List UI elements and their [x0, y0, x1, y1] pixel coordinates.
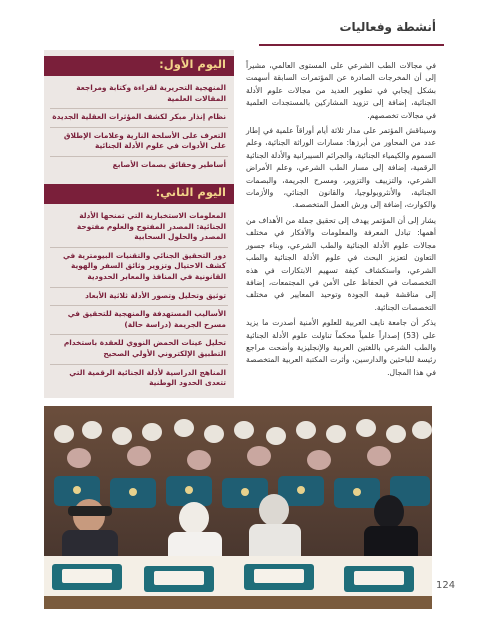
day2-title: اليوم الثاني:: [155, 185, 226, 199]
body-paragraph: في مجالات الطب الشرعي على المستوى العالمي، مشيراً إلى أن المخرجات الصادرة عن المؤتمرات السابقة أسهمت بشكل إيجابي في تطوير العديد من مجالات علوم الأدلة الجنائية، إضافة إلى تزويد المشاركين بالمستجدات العلمية في مجالات تخصصهم.: [246, 61, 436, 120]
body-paragraph: يذكر أن جامعة نايف العربية للعلوم الأمنية أصدرت ما يزيد على (53) إصداراً علمياً محكماً تناولت علوم الأدلة الجنائية والطب الشرعي باللغتين العربية والإنجليزية وأضحت مراجع رئيسة للباحثين والدارسين، وأثرت المكتبة العربية المتخصصة في هذا المجال.: [246, 318, 436, 377]
list-item: أساطير وحقائق بصمات الأصابع: [112, 159, 226, 169]
day1-header: [44, 56, 234, 76]
day1-title: اليوم الأول:: [159, 57, 226, 71]
list-item: المناهج الدراسية لأدلة الجنائية الرقمية التي تتعدى الحدود الوطنية: [69, 367, 226, 388]
section-title: أنشطة وفعاليات: [339, 20, 436, 34]
body-paragraph: وسيناقش المؤتمر على مدار ثلاثة أيام أوراقاً علمية في إطار عدد من المحاور من أبرزها: مسارات الوراثة الجنائية، وعلم السموم والكيمياء الجنائية، والجرائم السيبرانية والأدلة الجنائية الرقمية، إضافة إلى مسار الطب الشرعي، وعلم الأمراض الشرعي، والتزييف والتزوير، ومسرح الجريمة، والبصمات الجنائية، والأنثروبولوجيا، والقانون الجنائي، والأزمات والكوارث، إضافة إلى ورش العمل المتخصصة.: [246, 126, 436, 210]
list-item: توثيق وتحليل وتصور الأدلة ثلاثية الأبعاد: [50, 288, 228, 307]
list-item: المعلومات الاستخبارية التي تمنحها الأدلة الجنائية: المصدر المفتوح والعلوم مفتوحة المصدر والحلول السحابية: [50, 208, 228, 248]
title-underline: [259, 44, 444, 46]
audience-illustration: [44, 406, 432, 609]
list-item: التعرف على الأسلحة النارية وعلامات الإطلاق على الأدوات في علوم الأدلة الجنائية: [50, 128, 228, 157]
workshop-sidebar: [44, 50, 234, 398]
article-body: [246, 60, 436, 382]
list-item: تحليل عينات الحمض النووي للعقدة باستخدام التطبيق الإلكتروني الأولي الصحيح: [50, 335, 228, 364]
list-item: الأساليب المستهدفة والمنهجية للتحقيق في مسرح الجريمة (دراسة حالة): [50, 306, 228, 335]
conference-photo: [44, 406, 432, 609]
day1-list: [50, 80, 228, 175]
day2-header: [44, 184, 234, 204]
list-item: المنهجية التحريرية لقراءة وكتابة ومراجعة المقالات العلمية: [50, 80, 228, 109]
list-item: نظام إنذار مبكر لكشف المؤثرات العقلية الجديدة: [50, 109, 228, 128]
day2-list: [50, 208, 228, 393]
list-item: دور التحقيق الجنائي والتقنيات البيومترية في كشف الاحتيال وتزوير وثائق السفر والهوية القانونية في المنافذ والمعابر الحدودية: [50, 248, 228, 288]
page-frame: [44, 14, 456, 609]
page-number: 124: [436, 580, 456, 591]
body-paragraph: يشار إلى أن المؤتمر يهدف إلى تحقيق جملة من الأهداف من أهمها: تبادل المعرفة والمعلومات والأفكار في مختلف مجالات علوم الأدلة الجنائية والطب الشرعي، وبناء جسور التعاون لتعزيز البحث في علوم الأدلة الجنائية والطب الشرعي، واستكشاف كيفة تسهيم الابتكارات في هذه التخصصات في الحفاظ على الأمن في المجتمعات، إضافة إلى مناقشة قيمة الجودة وتوحيد المعايير في مختلف التخصصات الجنائية.: [246, 215, 436, 312]
